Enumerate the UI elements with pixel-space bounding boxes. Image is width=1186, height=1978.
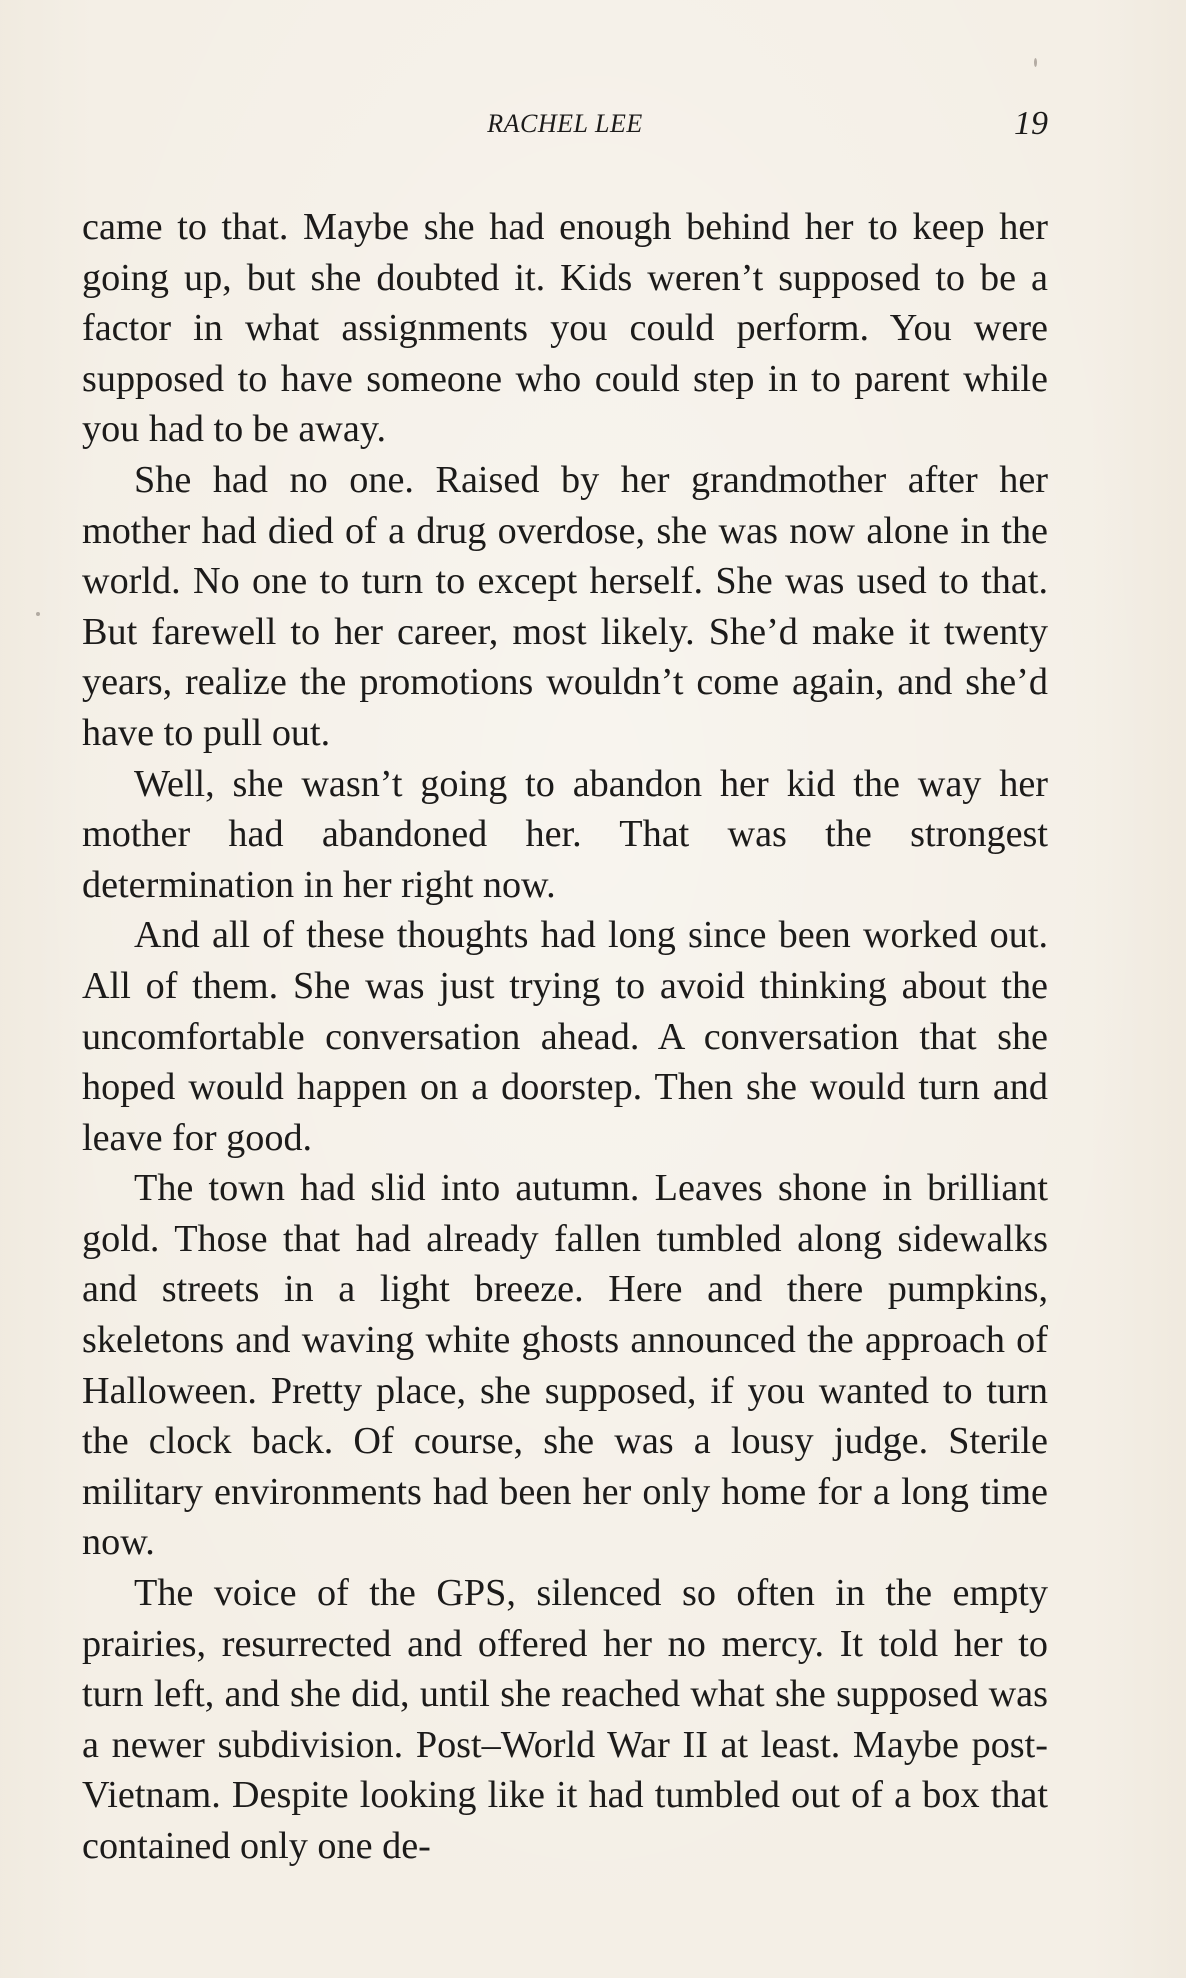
paper-speck — [36, 612, 40, 616]
paper-speck — [1034, 58, 1037, 67]
paragraph: And all of these thoughts had long since been worked out. All of them. She was just trying to avoid thinking about the uncomfortable conversation ahead. A conversation that she hoped would happen on a doorstep. Then she would turn and leave for good. — [82, 914, 1048, 1159]
page-number: 19 — [1014, 105, 1048, 142]
running-header — [82, 104, 1048, 144]
paragraph: came to that. Maybe she had enough behind her to keep her going up, but she doubted it. Kids weren’t supposed to be a factor in what assignments you could perform. You were supposed to have someone who could step in to parent while you had to be away. — [82, 206, 1048, 451]
paragraph: The town had slid into autumn. Leaves shone in brilliant gold. Those that had already fallen tumbled along sidewalks and streets in a light breeze. Here and there pumpkins, skeletons and waving white ghosts announced the approach of Halloween. Pretty place, she supposed, if you wanted to turn the clock back. Of course, she was a lousy judge. Sterile military environments had been her only home for a long time now. — [82, 1167, 1048, 1564]
body-text — [82, 202, 1048, 1872]
running-header-author: RACHEL LEE — [487, 109, 643, 138]
paragraph: Well, she wasn’t going to abandon her kid the way her mother had abandoned her. That was the strongest determination in her right now. — [82, 762, 1048, 906]
paragraph: She had no one. Raised by her grandmother after her mother had died of a drug overdose, she was now alone in the world. No one to turn to except herself. She was used to that. But farewell to her career, most likely. She’d make it twenty years, realize the promotions wouldn’t come again, and she’d have to pull out. — [82, 458, 1048, 754]
paragraph: The voice of the GPS, silenced so often in the empty prairies, resurrected and offered her no mercy. It told her to turn left, and she did, until she reached what she supposed was a newer subdivision. Post–World War II at least. Maybe post-Vietnam. Despite looking like it had tumbled out of a box that contained only one de- — [82, 1572, 1048, 1867]
